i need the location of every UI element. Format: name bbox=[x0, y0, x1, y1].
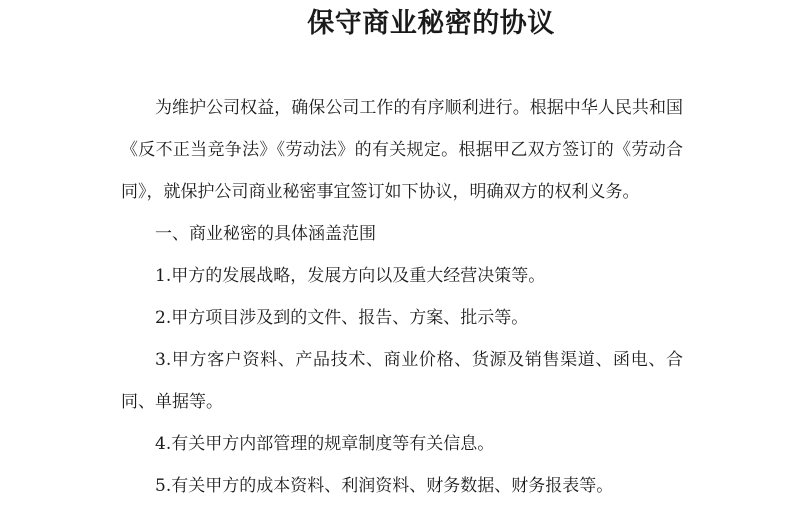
list-item: 3.甲方客户资料、产品技术、商业价格、货源及销售渠道、函电、合同、单据等。 bbox=[121, 350, 683, 412]
document-title: 保守商业秘密的协议 bbox=[307, 8, 555, 39]
list-item: 1.甲方的发展战略，发展方向以及重大经营决策等。 bbox=[155, 266, 546, 286]
list-item: 5.有关甲方的成本资料、利润资料、财务数据、财务报表等。 bbox=[155, 476, 614, 496]
document-body bbox=[121, 87, 683, 507]
list-item: 2.甲方项目涉及到的文件、报告、方案、批示等。 bbox=[155, 308, 529, 328]
intro-paragraph: 为维护公司权益，确保公司工作的有序顺利进行。根据中华人民共和国《反不正当竞争法》《劳动法》的有关规定。根据甲乙双方签订的《劳动合同》，就保护公司商业秘密事宜签订如下协议，明确双方的权利义务。 bbox=[121, 98, 683, 202]
section-heading: 一、商业秘密的具体涵盖范围 bbox=[155, 224, 376, 244]
list-item: 4.有关甲方内部管理的规章制度等有关信息。 bbox=[155, 434, 495, 454]
